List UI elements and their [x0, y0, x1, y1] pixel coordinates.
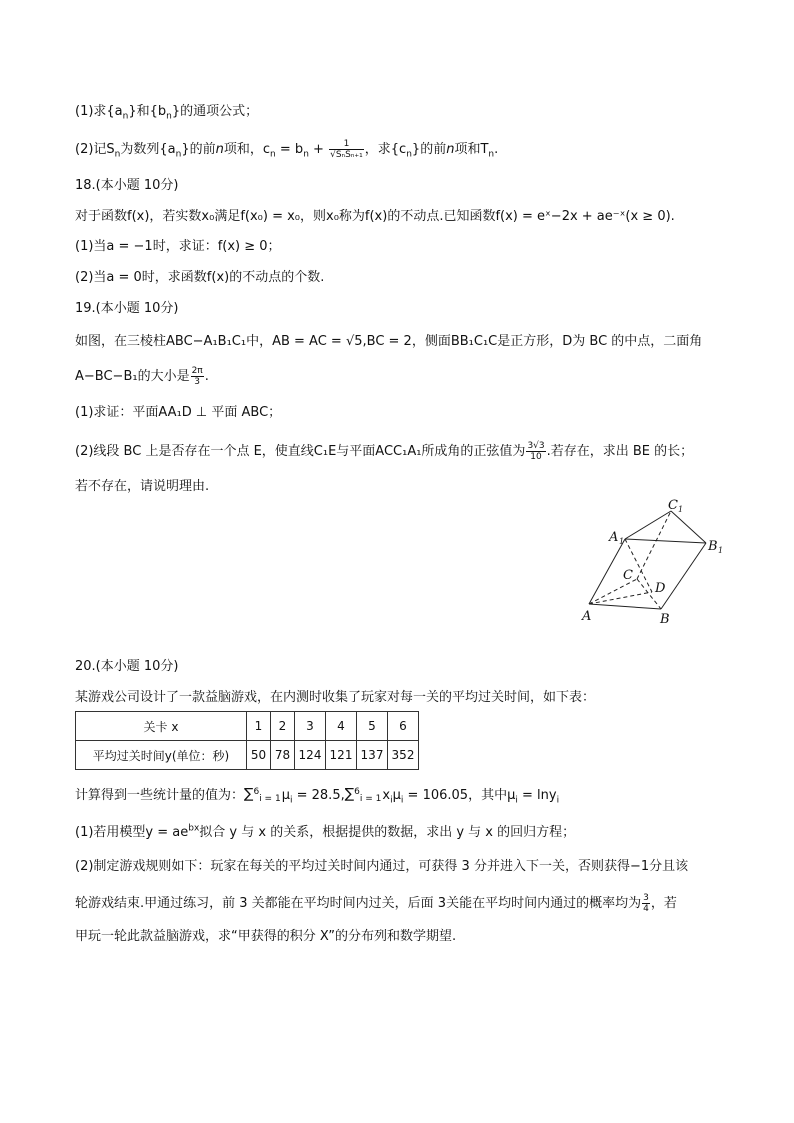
edge-A-A1	[589, 539, 625, 604]
label-C1: C	[668, 498, 678, 513]
table-cell: 121	[326, 741, 357, 770]
table-cell: 5	[357, 712, 388, 741]
edge-A-B	[589, 604, 661, 609]
q20-statistics: 计算得到一些统计量的值为：$\sum^6_{i = 1}\mu_i = 28.5,\sum^6_{i = 1}x_i\mu_i = 106.05$，其中$\mu_i = \ln y_i$	[75, 786, 560, 806]
table-cell: 352	[388, 741, 419, 770]
q18-part2: (2)当a = 0时，求函数f(x)的不动点的个数.	[75, 270, 325, 285]
label-B1: B	[708, 539, 718, 554]
label-A1-sub: 1	[619, 537, 625, 546]
table-cell: 4	[326, 712, 357, 741]
level-time-table	[75, 711, 419, 770]
table-header-cell: 平均过关时间y(单位：秒)	[76, 741, 247, 770]
label-A1: A	[609, 530, 619, 545]
edge-B-B1	[661, 543, 706, 609]
table-cell: 3	[295, 712, 326, 741]
label-B: B	[660, 612, 670, 627]
table-cell: 124	[295, 741, 326, 770]
q19-part1: (1)求证：平面AA₁D ⊥ 平面 ABC；	[75, 405, 282, 420]
sum-symbol: ∑$^6_{i = 1}$	[344, 786, 382, 804]
table-cell: 1	[247, 712, 271, 741]
q20-part2-line2: 轮游戏结束.甲通过练习，前 3 关都能在平均时间内过关，后面 3关能在平均时间内通过的概率均为 $\frac{3}{4}$ ，若	[75, 893, 677, 914]
label-D: D	[655, 581, 666, 596]
table-cell: 2	[271, 712, 295, 741]
table-header-cell: 关卡 x	[76, 712, 247, 741]
q17-part2: (2)记$S_n$为数列$\{a_n\}$的前n项和，$c_n = b_n$ + $\frac{1}{\text{√SₙSₙ₊₁}}$ ，求$\{c_n\}$的前n项和$T_n$.	[75, 139, 499, 160]
edge-A1-C1	[625, 511, 671, 539]
edge-C1-B1	[671, 511, 706, 543]
fraction: $\frac{3√3}{10}$	[527, 441, 545, 462]
q20-part1: (1)若用模型$y = ae^{bx}$拟合 y 与 x 的关系，根据提供的数据，求出 y 与 x 的回归方程；	[75, 823, 576, 840]
q17-part1: (1)求$\{a_n\}$和$\{b_n\}$的通项公式；	[75, 104, 259, 122]
fraction: $\frac{3}{4}$	[643, 893, 649, 914]
q18-header: 18.(本小题 10分)	[75, 178, 179, 193]
label-C1-sub: 1	[678, 505, 684, 514]
q18-stem: 对于函数f(x)，若实数x₀满足f(x₀) = x₀，则x₀称为f(x)的不动点.已知函数f(x) = eˣ−2x + ae⁻ˣ(x ≥ 0).	[75, 209, 675, 224]
table-row	[76, 741, 419, 770]
q19-stem-line1: 如图，在三棱柱ABC−A₁B₁C₁中，AB = AC = √5,BC = 2，侧面BB₁C₁C是正方形，D为 BC 的中点，二面角	[75, 334, 703, 349]
q20-part2-line3: 甲玩一轮此款益脑游戏，求“甲获得的积分 X”的分布列和数学期望.	[75, 929, 457, 944]
fraction: $\frac{2\pi}{3}$	[191, 366, 203, 387]
prism-figure	[575, 495, 735, 630]
table-cell: 6	[388, 712, 419, 741]
edge-A1-D	[625, 539, 652, 592]
q20-part2-line1: (2)制定游戏规则如下：玩家在每关的平均过关时间内通过，可获得 3 分并进入下一关，否则获得−1分且该	[75, 859, 689, 874]
table-cell: 50	[247, 741, 271, 770]
table-cell: 78	[271, 741, 295, 770]
table-cell: 137	[357, 741, 388, 770]
sum-symbol: ∑$^6_{i = 1}$	[244, 786, 281, 804]
q19-part2: (2)线段 BC 上是否存在一个点 E，使直线C₁E与平面ACC₁A₁所成角的正弦值为 $\frac{3√3}{10}$ .若存在，求出 BE 的长；	[75, 441, 694, 462]
q19-stem-line2: A−BC−B₁的大小是 $\frac{2\pi}{3}$ .	[75, 366, 209, 387]
q20-header: 20.(本小题 10分)	[75, 659, 179, 674]
q20-stem: 某游戏公司设计了一款益脑游戏，在内测时收集了玩家对每一关的平均过关时间，如下表：	[75, 690, 596, 705]
edge-A-D	[589, 592, 652, 604]
edge-A1-B1	[625, 539, 706, 543]
table-row	[76, 712, 419, 741]
label-B1-sub: 1	[718, 546, 724, 555]
fraction: $\frac{1}{\text{√SₙSₙ₊₁}}$	[330, 139, 363, 160]
q19-part3: 若不存在，请说明理由.	[75, 479, 210, 494]
q18-part1: (1)当a = −1时，求证：f(x) ≥ 0；	[75, 239, 281, 254]
q19-header: 19.(本小题 10分)	[75, 301, 179, 316]
label-C: C	[623, 568, 633, 583]
label-A: A	[582, 609, 592, 624]
